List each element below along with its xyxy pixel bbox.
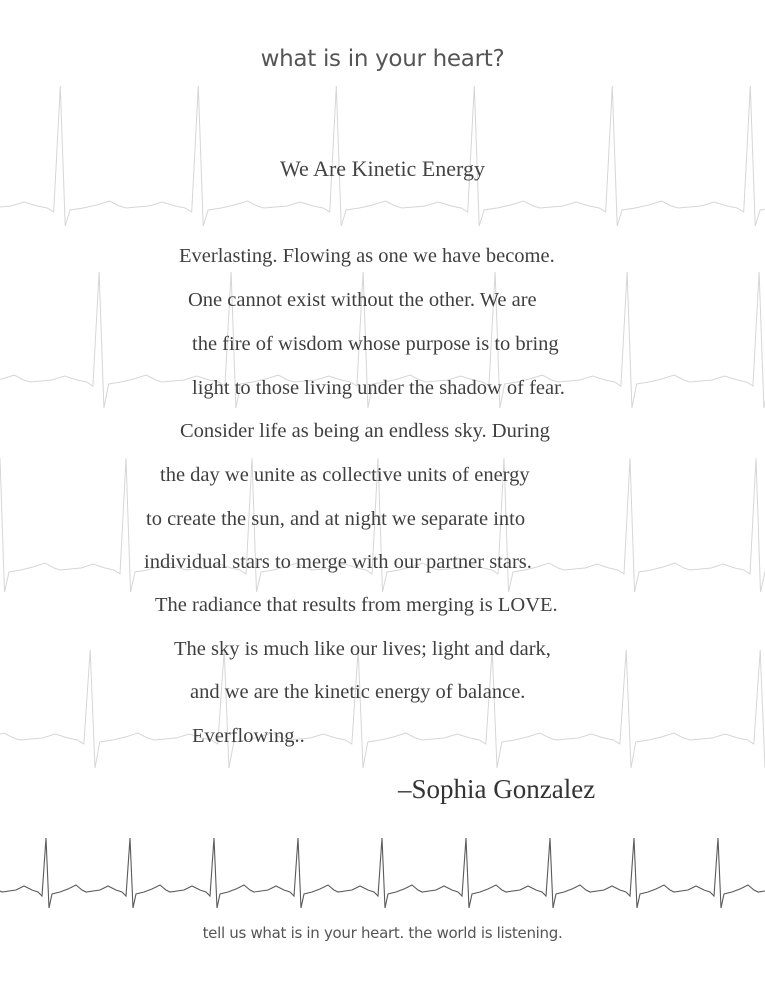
poem-line: Everflowing.. xyxy=(192,725,305,747)
poem-author: –Sophia Gonzalez xyxy=(398,774,596,804)
poem-line: the day we unite as collective units of energy xyxy=(160,464,530,486)
poem-line: One cannot exist without the other. We are xyxy=(188,289,537,311)
page-header-title: what is in your heart? xyxy=(260,46,505,72)
footer-tagline: tell us what is in your heart. the world is listening. xyxy=(202,924,563,942)
poem-line: individual stars to merge with our partner stars. xyxy=(144,551,532,573)
poem-line: light to those living under the shadow of fear. xyxy=(192,377,565,399)
poem-line: Everlasting. Flowing as one we have become. xyxy=(179,245,555,267)
ecg-divider-trace xyxy=(0,838,765,908)
ecg-divider-line xyxy=(0,838,765,908)
poem-line: The sky is much like our lives; light and dark, xyxy=(174,638,551,660)
poem-line: The radiance that results from merging is LOVE. xyxy=(155,594,558,616)
poem-title: We Are Kinetic Energy xyxy=(280,156,485,181)
poem-line: and we are the kinetic energy of balance. xyxy=(190,681,526,703)
faint-ecg-trace xyxy=(0,650,765,768)
poem-line: to create the sun, and at night we separate into xyxy=(146,508,526,530)
poem-line: the fire of wisdom whose purpose is to bring xyxy=(192,333,559,355)
poem-line: Consider life as being an endless sky. During xyxy=(180,420,550,442)
